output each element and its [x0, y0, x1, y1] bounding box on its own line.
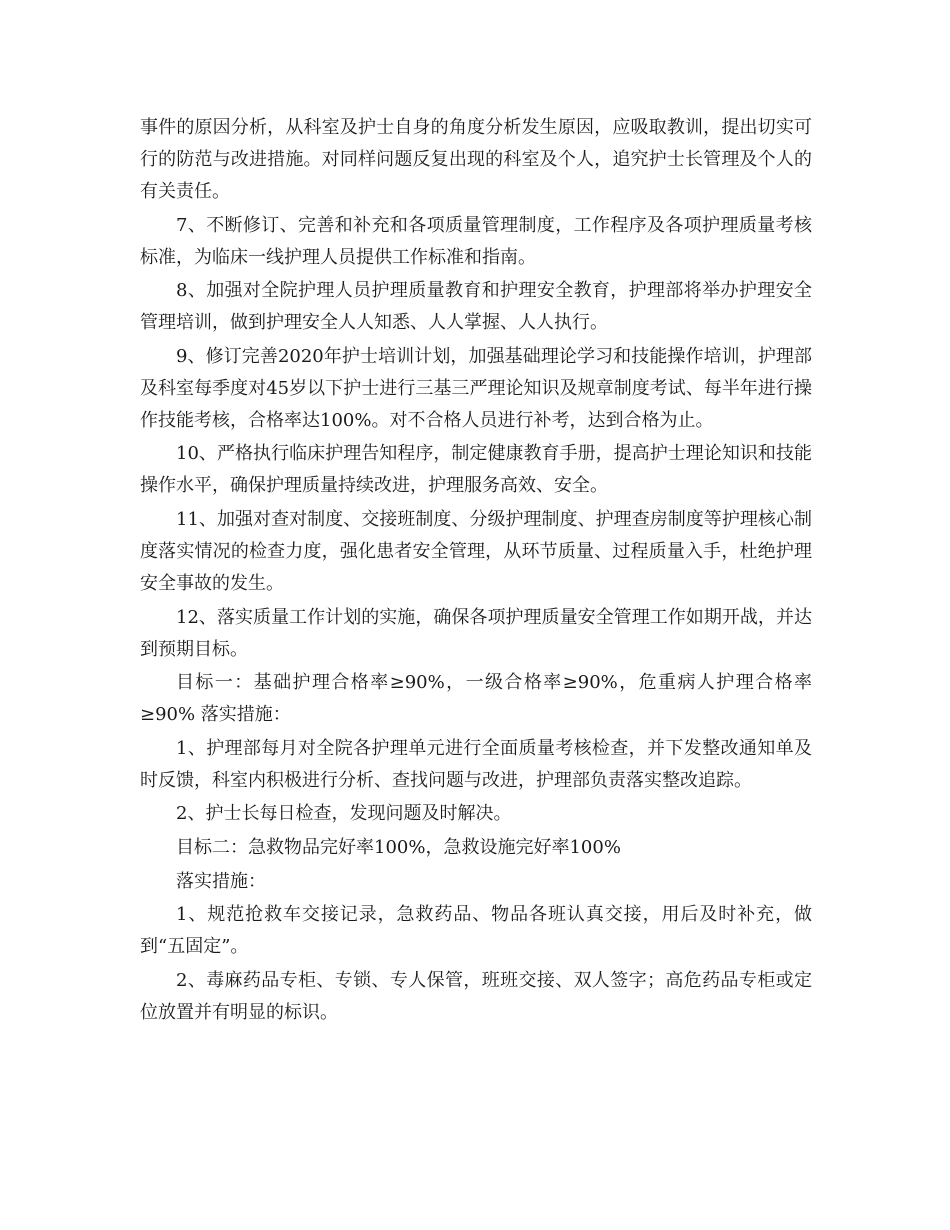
paragraph-cause-analysis: 事件的原因分析，从科室及护士自身的角度分析发生原因，应吸取教训，提出切实可行的防范与改进措施。对同样问题反复出现的科室及个人，追究护士长管理及个人的有关责任。 [140, 117, 812, 202]
paragraph-item-12: 12、落实质量工作计划的实施，确保各项护理质量安全管理工作如期开战，并达到预期目标。 [140, 606, 812, 660]
paragraph-goal-two: 目标二：急救物品完好率100%，急救设施完好率100% [176, 836, 621, 858]
paragraph-item-10: 10、严格执行临床护理告知程序，制定健康教育手册，提高护士理论知识和技能操作水平，确保护理质量持续改进，护理服务高效、安全。 [140, 443, 812, 497]
document-body [140, 112, 812, 1030]
paragraph-item-9: 9、修订完善2020年护士培训计划，加强基础理论学习和技能操作培训，护理部及科室每季度对45岁以下护士进行三基三严理论知识及规章制度考试、每半年进行操作技能考核，合格率达100%。对不合格人员进行补考，达到合格为止。 [140, 345, 812, 431]
paragraph-measures-heading: 落实措施： [176, 870, 266, 892]
paragraph-goal-one-measure-2: 2、护士长每日检查，发现问题及时解决。 [176, 803, 512, 825]
paragraph-goal-one-measure-1: 1、护理部每月对全院各护理单元进行全面质量考核检查，并下发整改通知单及时反馈，科室内积极进行分析、查找问题与改进，护理部负责落实整改追踪。 [140, 737, 812, 791]
paragraph-goal-two-measure-2: 2、毒麻药品专柜、专锁、专人保管，班班交接、双人签字；高危药品专柜或定位放置并有明显的标识。 [140, 969, 812, 1023]
paragraph-goal-two-measure-1: 1、规范抢救车交接记录，急救药品、物品各班认真交接，用后及时补充，做到“五固定”。 [140, 904, 812, 958]
paragraph-item-7: 7、不断修订、完善和补充和各项质量管理制度，工作程序及各项护理质量考核标准，为临床一线护理人员提供工作标准和指南。 [140, 214, 812, 268]
paragraph-goal-one: 目标一：基础护理合格率≥90%，一级合格率≥90%，危重病人护理合格率≥90% 落实措施： [140, 672, 812, 726]
paragraph-item-11: 11、加强对查对制度、交接班制度、分级护理制度、护理查房制度等护理核心制度落实情况的检查力度，强化患者安全管理，从环节质量、过程质量入手，杜绝护理安全事故的发生。 [140, 508, 812, 594]
paragraph-item-8: 8、加强对全院护理人员护理质量教育和护理安全教育，护理部将举办护理安全管理培训，做到护理安全人人知悉、人人掌握、人人执行。 [140, 280, 812, 334]
